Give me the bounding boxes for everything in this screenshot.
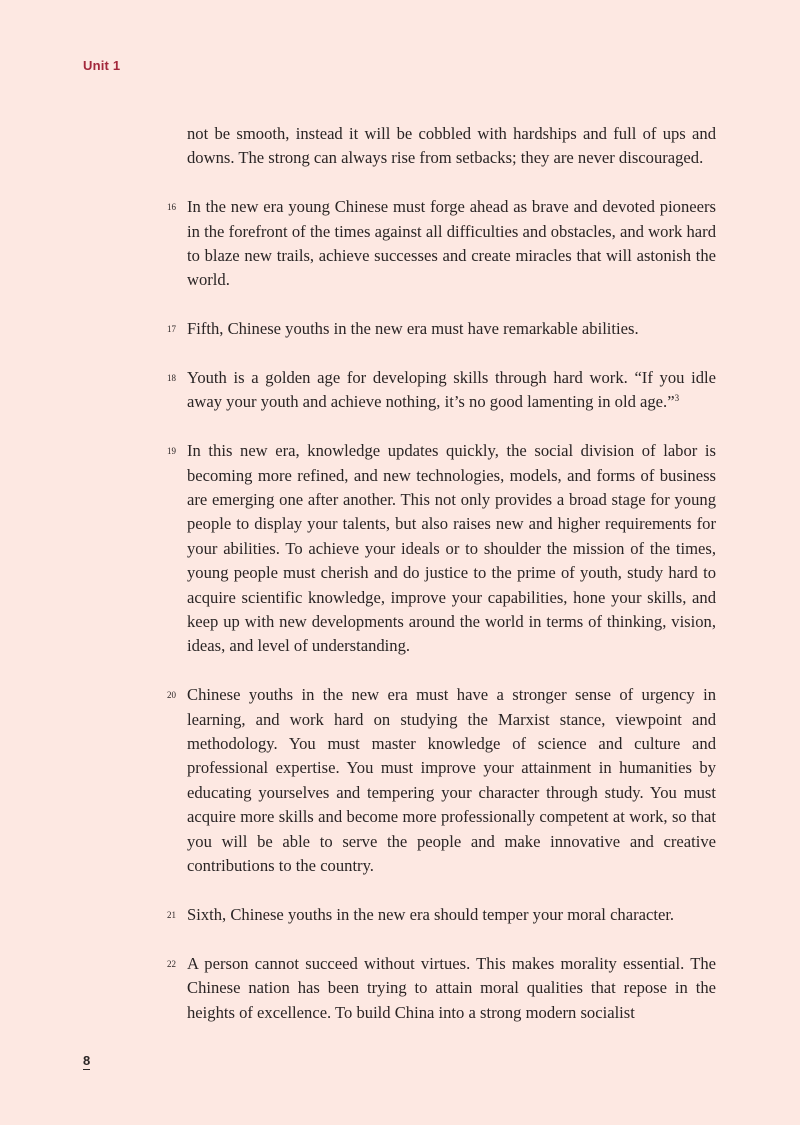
paragraph-text: In this new era, knowledge updates quickly, the social division of labor is becoming more refined, and new technologies, models, and forms of business are emerging one after another. This not only provides a broad stage for young people to display your talents, but also raises new and higher requirements for your abilities. To achieve your ideals or to shoulder the mission of the times, young people must cherish and do justice to the prime of youth, study hard to acquire scientific knowledge, improve your capabilities, hone your skills, and keep up with new developments around the world in terms of thinking, vision, ideas, and level of understanding. — [187, 441, 716, 656]
paragraph-22 — [167, 952, 716, 1025]
paragraph-text: In the new era young Chinese must forge ahead as brave and devoted pioneers in the forefront of the times against all difficulties and obstacles, and work hard to blaze new trails, achieve successes and create miracles that will astonish the world. — [187, 197, 716, 290]
paragraph-number: 21 — [167, 909, 176, 920]
paragraph-continued — [187, 122, 716, 171]
page-number: 8 — [83, 1053, 91, 1068]
paragraph-21 — [167, 903, 716, 927]
paragraph-number: 19 — [167, 446, 176, 457]
paragraph-17 — [167, 317, 716, 341]
paragraph-16 — [167, 195, 716, 293]
body-text — [167, 122, 716, 1049]
unit-label: Unit 1 — [83, 58, 121, 73]
paragraph-number: 20 — [167, 690, 176, 701]
paragraph-18 — [167, 366, 716, 415]
paragraph-19 — [167, 439, 716, 659]
paragraph-number: 22 — [167, 958, 176, 969]
paragraph-number: 17 — [167, 324, 176, 335]
footnote-marker[interactable]: 3 — [674, 393, 680, 404]
paragraph-text: Sixth, Chinese youths in the new era should temper your moral character. — [187, 904, 675, 924]
paragraph-text: Youth is a golden age for developing skills through hard work. “If you idle away your youth and achieve nothing, it’s no good lamenting in old age.” — [187, 368, 716, 412]
paragraph-number: 16 — [167, 202, 176, 213]
paragraph-text: A person cannot succeed without virtues. This makes morality essential. The Chinese nation has been trying to attain moral qualities that repose in the heights of excellence. To build China into a strong modern socialist — [187, 953, 716, 1022]
paragraph-text: Chinese youths in the new era must have a stronger sense of urgency in learning, and work hard on studying the Marxist stance, viewpoint and methodology. You must master knowledge of science and culture and professional expertise. You must improve your attainment in humanities by educating yourselves and tempering your character through study. You must acquire more skills and become more professionally competent at work, so that you will be able to serve the people and make innovative and creative contributions to the country. — [187, 685, 716, 876]
paragraph-number: 18 — [167, 373, 176, 384]
paragraph-text: not be smooth, instead it will be cobbled with hardships and full of ups and downs. The strong can always rise from setbacks; they are never discouraged. — [187, 124, 716, 168]
paragraph-text: Fifth, Chinese youths in the new era must have remarkable abilities. — [187, 319, 639, 339]
paragraph-20 — [167, 683, 716, 878]
